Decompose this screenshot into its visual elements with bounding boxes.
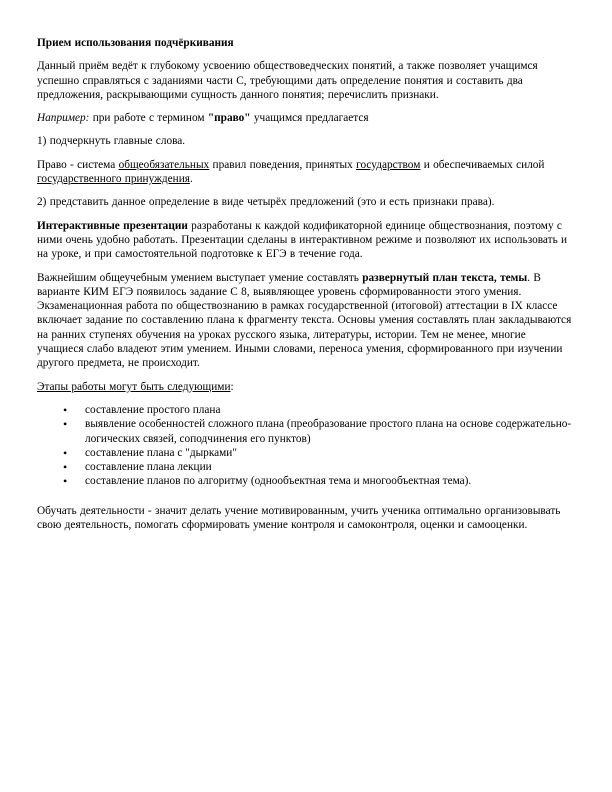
text-segment: Важнейшим общеучебным умением выступает умение составлять — [37, 271, 363, 284]
text-segment: Интерактивные презентации — [37, 219, 188, 232]
text-segment: составление планов по алгоритму (однообъектная тема и многообъектная тема). — [85, 475, 472, 488]
text-segment: и обеспечиваемых силой — [420, 158, 545, 171]
paragraph — [37, 134, 575, 148]
text-segment: "право" — [207, 112, 251, 125]
text-segment: общеобязательных — [118, 158, 210, 171]
text-segment: правил поведения, принятых — [209, 158, 357, 171]
text-segment: составление плана лекции — [85, 461, 212, 474]
text-segment: государством — [356, 158, 421, 171]
paragraph — [37, 219, 575, 262]
list-item — [85, 403, 575, 417]
paragraph — [37, 195, 575, 209]
bullet-list — [37, 403, 575, 489]
paragraph — [37, 59, 575, 102]
text-segment: выявление особенностей сложного плана (преобразование простого плана на основе содержательно-логических связей, соподчинения его пунктов) — [85, 418, 572, 445]
list-item — [85, 474, 575, 488]
text-segment: 1) подчеркнуть главные слова. — [37, 135, 186, 148]
text-segment: учащимся предлагается — [250, 112, 369, 125]
text-segment: развернутый план текста, темы — [362, 271, 528, 284]
text-segment: : — [230, 380, 234, 393]
text-segment: составление простого плана — [85, 403, 221, 416]
paragraph — [37, 380, 575, 394]
paragraph — [37, 111, 575, 125]
text-segment: 2) представить данное определение в виде четырёх предложений (это и есть признаки права). — [37, 196, 495, 209]
text-segment: Данный приём ведёт к глубокому усвоению обществоведческих понятий, а также позволяет учащимся успешно справляться с заданиями части С, требующими дать определение понятия и составить два предложения, раскрывающими сущность данного понятия; перечислить признаки. — [37, 60, 538, 101]
list-item — [85, 417, 575, 446]
text-segment: . — [189, 173, 193, 186]
paragraph — [37, 504, 575, 533]
document-body — [37, 36, 575, 541]
document-title — [37, 36, 575, 50]
text-segment: Право - система — [37, 158, 119, 171]
paragraph — [37, 158, 575, 187]
text-segment: . В варианте КИМ ЕГЭ появилось задание С 8, выявляющее уровень сформированности этого умения. Экзаменационная работа по обществознанию в рамках государственной (итоговой) аттестации в IX классе включает задание по составлению плана к фрагменту текста. Основы умения составлять план закладываются на ранних ступенях обучения на уроках русского языка, литературы, истории. Тем не менее, многие учащиеся слабо владеют этим умением. Иными словами, переноса умения, сформированного при изучении другого предмета, не происходит. — [37, 271, 572, 370]
list-item — [85, 460, 575, 474]
list-item — [85, 446, 575, 460]
text-segment: при работе с термином — [89, 112, 208, 125]
text-segment: составление плана с "дырками" — [85, 446, 237, 459]
text-segment: государственного принуждения — [37, 173, 190, 186]
text-segment: Например: — [37, 112, 90, 125]
text-segment: Прием использования подчёркивания — [37, 37, 234, 49]
text-segment: Обучать деятельности - значит делать учение мотивированным, учить ученика оптимально организовывать свою деятельность, помогать сформировать умение контроля и самоконтроля, оценки и самооценки. — [37, 504, 561, 532]
paragraph — [37, 271, 575, 371]
text-segment: разработаны к каждой кодификаторной единице обществознания, поэтому с ними очень удобно работать. Презентации сделаны в интерактивном режиме и позволяют их использовать и на уроке, и при самостоятельной подготовке к ЕГЭ в течение года. — [37, 219, 568, 261]
text-segment: Этапы работы могут быть следующими — [37, 380, 231, 393]
